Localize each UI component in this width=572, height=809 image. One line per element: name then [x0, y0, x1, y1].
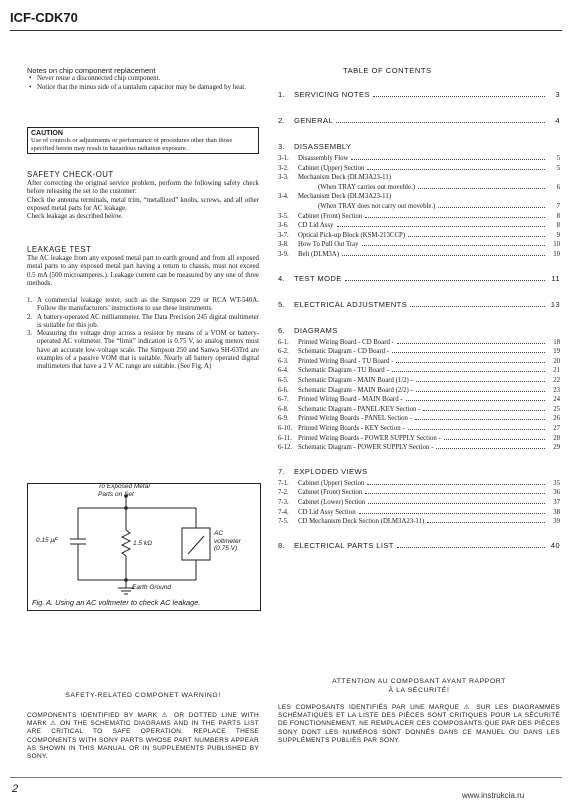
- toc-row-number: 6-5.: [278, 377, 289, 384]
- toc-row: [278, 497, 560, 506]
- toc-row-title: Disassembly Flow: [298, 155, 349, 162]
- toc-row-page: 9: [556, 231, 560, 239]
- toc-row-page: 11: [551, 273, 560, 283]
- toc-leader-dots: [365, 217, 545, 218]
- toc-row-number: 6-11.: [278, 434, 292, 442]
- toc-row-number: 2.: [278, 116, 286, 125]
- toc-row-page: 35: [553, 479, 560, 487]
- safety-checkout-text: After correcting the original service problem, perform the following safety check before releasing the set to the customer: Check the antenna terminals, metal trim, “metallized” knobs, screws, and all other exposed metal parts for AC leakage. Check leakage as described below.: [27, 180, 259, 221]
- toc-row: [278, 442, 560, 451]
- header-rule: [10, 30, 562, 31]
- toc-row-title: Mechanism Deck (DLM3A23-11): [298, 174, 391, 182]
- toc-row-number: 7-4.: [278, 508, 289, 516]
- toc-row: [278, 394, 560, 403]
- page-number: 2: [12, 783, 19, 795]
- toc-row: [278, 540, 560, 550]
- toc-row: [278, 507, 560, 516]
- toc-row: [278, 211, 560, 220]
- footer-rule: [10, 777, 562, 778]
- toc-row: [278, 423, 560, 432]
- toc-row-title: TEST MODE: [294, 273, 342, 283]
- toc-row: [278, 487, 560, 496]
- leakage-test-text: The AC leakage from any exposed metal part to earth ground and from all exposed metal parts to any exposed metal part having a return to chassis, must not exceed 0.5 mA (500 microamperes.). Leakage current can be measured by any one of three methods.: [27, 255, 259, 287]
- toc-row-page: 18: [553, 338, 560, 346]
- warning-fr-title: ATTENTION AU COMPOSANT AYANT RAPPORT À LA SÉCURITÉ!: [332, 678, 506, 694]
- toc-row-title: Printed Wiring Board - CD Board -: [298, 338, 394, 346]
- chip-notes-list: [27, 75, 257, 92]
- toc-row-title: EXPLODED VIEWS: [294, 466, 368, 476]
- toc-row-number: 3-7.: [278, 231, 289, 239]
- toc-row-number: 6-10.: [278, 425, 293, 432]
- toc-leader-dots: [406, 400, 545, 401]
- toc-row-title: Printed Wiring Boards - POWER SUPPLY Section -: [298, 434, 441, 442]
- toc-leader-dots: [418, 188, 545, 189]
- toc-row-page: 8: [556, 222, 560, 230]
- toc-row-page: 24: [553, 396, 560, 404]
- toc-row-number: 3-2.: [278, 164, 289, 172]
- toc-row-title: Printed Wiring Boards - KEY Section -: [298, 425, 405, 432]
- toc-row: [278, 346, 560, 355]
- toc-row-number: 4.: [278, 273, 286, 283]
- chip-note-item: • Notice that the minus side of a tantalum capacitor may be damaged by heat.: [27, 84, 257, 93]
- toc-leader-dots: [362, 245, 545, 246]
- toc-row-number: 3-3.: [278, 174, 289, 182]
- toc-row-page: 20: [553, 357, 560, 365]
- toc-row-number: 3.: [278, 142, 286, 151]
- toc-row-title: Cabinet (Lower) Section: [298, 499, 366, 506]
- leakage-methods-list: [27, 297, 259, 372]
- toc-row: [278, 337, 560, 346]
- toc-row-title: Cabinet (Front) Section: [298, 212, 363, 220]
- toc-row-page: 6: [556, 183, 560, 191]
- toc-row-page: 3: [555, 90, 560, 99]
- toc-row-title: Schematic Diagram - MAIN Board (2/2) -: [298, 386, 413, 394]
- toc-row: [278, 413, 560, 422]
- toc-row-title: SERVICING NOTES: [294, 90, 370, 99]
- toc-row-page: 22: [553, 377, 560, 384]
- toc-row-number: 6-8.: [278, 405, 289, 413]
- toc-row-number: 5.: [278, 299, 286, 309]
- toc-leader-dots: [359, 513, 545, 514]
- toc-row: [278, 433, 560, 442]
- toc-row-number: 6-12.: [278, 444, 293, 452]
- toc-leader-dots: [427, 522, 545, 523]
- safety-checkout-heading: SAFETY CHECK-OUT: [27, 170, 114, 179]
- toc-row-title: Printed Wiring Board - MAIN Board -: [298, 396, 403, 404]
- toc-row-page: 25: [553, 405, 560, 413]
- toc-row-page: 27: [553, 425, 560, 432]
- toc-row-title: Schematic Diagram - TU Board -: [298, 367, 389, 375]
- toc-row-title: Mechanism Deck (DLM3A23-11): [298, 193, 391, 201]
- toc-row-title: CD Lid Assy Section: [298, 508, 356, 516]
- toc-leader-dots: [367, 484, 545, 485]
- leakage-method-item: 2. A battery-operated AC milliammeter. The Data Precision 245 digital multimeter is suitable for this job.: [27, 313, 259, 329]
- toc-leader-dots: [397, 547, 545, 548]
- toc-row-page: 37: [553, 499, 560, 506]
- toc-row: [278, 115, 560, 125]
- warning-fr-text: LES COMPOSANTS IDENTIFIÉS PAR UNE MARQUE ⚠ SUR LES DIAGRAMMES SCHÉMATIQUES ET LA LISTE DES PIÈCES SONT CRITIQUES POUR LA SÉCURITÉ DE FONCTIONNEMENT. NE REMPLACER CES COMPOSANTS QUE PAR DES PIÈCES SONY DONT LES NUMÉROS SONT DONNÉS DANS CE MANUEL OU DANS LES SUPPLÉMENTS PUBLIÉS PAR SONY.: [278, 704, 560, 744]
- toc-row-title: ELECTRICAL ADJUSTMENTS: [294, 299, 408, 309]
- model-title: ICF-CDK70: [10, 10, 78, 25]
- leakage-method-item: 1. A commercial leakage tester, such as the Simpson 229 or RCA WT-540A. Follow the manufacturers’ instructions to use these instruments.: [27, 297, 259, 313]
- toc-row-title: CD Mechanism Deck Section (DLM3A23-11): [298, 518, 425, 526]
- figure-label-exposed-metal: To Exposed Metal Parts on Set: [98, 483, 150, 498]
- toc-leader-dots: [415, 419, 545, 420]
- toc-row-title: Belt (DLM3A): [298, 251, 339, 258]
- caution-box: [27, 127, 259, 154]
- toc-leader-dots: [368, 503, 545, 504]
- toc-row-title: GENERAL: [294, 116, 334, 125]
- toc-row-page: 21: [553, 367, 560, 375]
- toc-row: [278, 325, 560, 335]
- toc-row-title: CD Lid Assy: [298, 222, 334, 230]
- toc-row: [278, 163, 560, 172]
- toc-leader-dots: [416, 381, 545, 382]
- toc-row: [278, 273, 560, 283]
- toc-row-title: How To Pull Out Tray: [298, 241, 359, 249]
- toc-row-page: 40: [550, 540, 560, 550]
- toc-row-page: 5: [556, 155, 560, 162]
- toc-row: [278, 365, 560, 374]
- toc-row-number: 3-6.: [278, 222, 289, 230]
- toc-row-page: 28: [553, 434, 560, 442]
- toc-title: TABLE OF CONTENTS: [343, 66, 432, 75]
- toc-row-page: 38: [553, 508, 560, 516]
- toc-leader-dots: [410, 306, 545, 307]
- toc-leader-dots: [345, 280, 545, 281]
- figure-label-ground: Earth Ground: [132, 584, 172, 591]
- caution-title: CAUTION: [31, 130, 63, 137]
- toc-row: [278, 172, 560, 181]
- toc-row: [278, 516, 560, 525]
- toc-row-number: 7-3.: [278, 499, 289, 506]
- toc-row-number: 6-6.: [278, 386, 289, 394]
- figure-label-voltmeter: AC voltmeter (0.75 V): [214, 530, 241, 552]
- toc-row-page: 13: [550, 299, 560, 309]
- toc-row: [278, 239, 560, 248]
- watermark-url: www.instrukcia.ru: [462, 791, 525, 800]
- toc-row: [278, 375, 560, 384]
- toc-row-title: DIAGRAMS: [294, 325, 338, 335]
- toc-row: [278, 299, 560, 309]
- toc-row-title: Printed Wiring Boards - PANEL Section -: [298, 415, 412, 423]
- toc-row-number: 3-1.: [278, 155, 289, 162]
- toc-leader-dots: [373, 96, 545, 97]
- chip-notes-title: Notes on chip component replacement: [27, 66, 156, 75]
- toc-leader-dots: [337, 226, 545, 227]
- toc-row-page: 19: [553, 348, 560, 356]
- toc-row-page: 36: [553, 489, 560, 497]
- toc-row-page: 29: [553, 444, 560, 452]
- toc-row-number: 7-5.: [278, 518, 289, 526]
- toc-row-number: 6-2.: [278, 348, 289, 356]
- toc-row-page: 5: [556, 164, 560, 172]
- toc-row: [278, 201, 560, 210]
- toc-row: [278, 249, 560, 258]
- toc-row-number: 6-9.: [278, 415, 289, 423]
- toc-leader-dots: [423, 410, 545, 411]
- toc-row-number: 6-3.: [278, 357, 289, 365]
- toc-row-title: Cabinet (Upper) Section: [298, 479, 365, 487]
- toc-row-title: Schematic Diagram - PANEL/KEY Section -: [298, 405, 421, 413]
- figure-label-resistor: 1.5 kΩ: [133, 540, 153, 547]
- toc-row-number: 6.: [278, 325, 286, 335]
- toc-row: [278, 385, 560, 394]
- toc-row-title: Schematic Diagram - MAIN Board (1/2) -: [298, 377, 413, 384]
- toc-leader-dots: [438, 207, 545, 208]
- toc-row: [278, 182, 560, 191]
- toc-row: [278, 141, 560, 151]
- toc-row-title: ELECTRICAL PARTS LIST: [294, 540, 394, 550]
- toc-row-title: (When TRAY does not carry out moveble.): [318, 203, 436, 210]
- toc-row-title: DISASSEMBLY: [294, 142, 352, 151]
- toc-leader-dots: [342, 255, 545, 256]
- toc-row-number: 3-8.: [278, 241, 289, 249]
- toc-leader-dots: [392, 371, 545, 372]
- toc-row-number: 3-5.: [278, 212, 289, 220]
- toc-row-number: 7-1.: [278, 479, 289, 487]
- toc-row-page: 39: [553, 518, 560, 526]
- toc-row: [278, 404, 560, 413]
- warning-en-title: SAFETY-RELATED COMPONET WARNING!: [65, 692, 221, 699]
- toc-row-title: (When TRAY carries out moveble.): [318, 183, 415, 191]
- toc-leader-dots: [436, 448, 545, 449]
- toc-row-number: 6-7.: [278, 396, 289, 404]
- toc-row-number: 3-9.: [278, 251, 289, 258]
- toc-row-number: 7-2.: [278, 489, 289, 497]
- toc-row-number: 8.: [278, 540, 286, 550]
- toc-row-number: 6-1.: [278, 338, 289, 346]
- toc-row: [278, 153, 560, 162]
- figure-a: [27, 483, 261, 611]
- toc-leader-dots: [336, 122, 545, 123]
- toc-row-page: 23: [553, 386, 560, 394]
- toc-row-title: Cabinet (Upper) Section: [298, 164, 365, 172]
- toc-leader-dots: [408, 429, 545, 430]
- toc-leader-dots: [444, 439, 545, 440]
- toc-row-title: Cabinet (Front) Section: [298, 489, 363, 497]
- toc-row: [278, 478, 560, 487]
- figure-label-capacitor: 0.15 μF: [36, 537, 58, 544]
- toc-row-title: Schematic Diagram - CD Board -: [298, 348, 390, 356]
- toc-leader-dots: [367, 169, 545, 170]
- toc-row-title: Optical Pick-up Block (KSM-213CCP): [298, 231, 406, 239]
- toc-leader-dots: [396, 362, 545, 363]
- figure-caption: Fig. A. Using an AC voltmeter to check AC leakage.: [32, 598, 201, 607]
- toc-row-page: 4: [555, 116, 560, 125]
- toc-row-title: Schematic Diagram - POWER SUPPLY Section -: [298, 444, 434, 452]
- toc-leader-dots: [397, 343, 545, 344]
- toc-leader-dots: [408, 236, 545, 237]
- toc-row-number: 3-4.: [278, 193, 289, 201]
- toc-leader-dots: [392, 352, 545, 353]
- toc-row: [278, 466, 560, 476]
- toc-row: [278, 220, 560, 229]
- toc-row-title: Printed Wiring Board - TU Board -: [298, 357, 394, 365]
- toc-leader-dots: [351, 159, 545, 160]
- toc-leader-dots: [365, 493, 545, 494]
- caution-text: Use of controls or adjustments or performance of procedures other than those specified herein may result in hazardous radiation exposure.: [31, 137, 233, 152]
- toc-row-page: 10: [553, 241, 560, 249]
- toc-row-number: 7.: [278, 466, 286, 476]
- toc-row: [278, 230, 560, 239]
- toc-row-number: 6-4.: [278, 367, 289, 375]
- toc-row-page: 26: [553, 415, 560, 423]
- toc-row-page: 10: [553, 251, 560, 258]
- toc-row: [278, 356, 560, 365]
- warning-en-text: COMPONENTS IDENTIFIED BY MARK ⚠ OR DOTTED LINE WITH MARK ⚠ ON THE SCHEMATIC DIAGRAMS AND IN THE PARTS LIST ARE CRITICAL TO SAFE OPERATION. REPLACE THESE COMPONENTS WITH SONY PARTS WHOSE PART NUMBERS APPEAR AS SHOWN IN THIS MANUAL OR IN SUPPLEMENTS PUBLISHED BY SONY.: [27, 712, 259, 761]
- toc-row: [278, 89, 560, 99]
- chip-note-item: • Never reuse a disconnected chip component.: [27, 75, 257, 84]
- toc-row-number: 1.: [278, 90, 286, 99]
- leakage-method-item: 3. Measuring the voltage drop across a resistor by means of a VOM or battery-operated AC voltmeter. The “limit” indication is 0.75 V, so analog meters must have an accurate low-voltage scale. The Simpson 250 and Sanwa SH-63Trd are examples of a passive VOM that is suitable. Nearly all battery operated digital multimeters that have a 2 V AC range are suitable. (See Fig. A): [27, 330, 259, 371]
- toc-leader-dots: [416, 391, 545, 392]
- toc-row: [278, 191, 560, 200]
- leakage-test-heading: LEAKAGE TEST: [27, 245, 92, 254]
- toc-row-page: 7: [556, 203, 560, 210]
- toc-row-page: 8: [556, 212, 560, 220]
